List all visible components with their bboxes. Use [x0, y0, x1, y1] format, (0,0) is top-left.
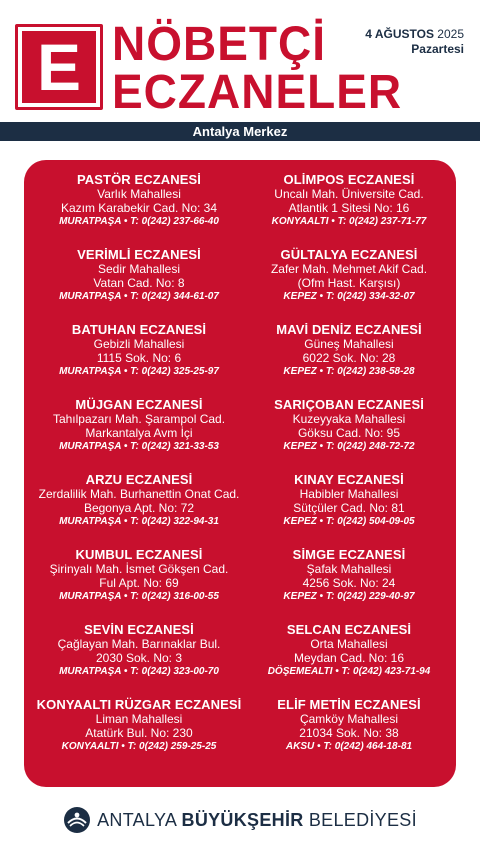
- pharmacy-address-line1: Şirinyalı Mah. İsmet Gökşen Cad.: [49, 562, 229, 576]
- pharmacy-entry: [242, 697, 456, 772]
- pharmacy-address-line1: Güneş Mahallesi: [304, 337, 394, 351]
- pharmacy-entry: [242, 397, 456, 472]
- footer-suffix: BELEDİYESİ: [303, 809, 417, 830]
- pharmacy-name: ELİF METİN ECZANESİ: [277, 697, 421, 712]
- pharmacy-name: PASTÖR ECZANESİ: [76, 172, 202, 187]
- pharmacy-address-line1: Zerdalilik Mah. Burhanettin Onat Cad.: [38, 487, 240, 501]
- pharmacy-name: SARIÇOBAN ECZANESİ: [274, 397, 424, 412]
- pharmacy-entry: [242, 322, 456, 397]
- pharmacy-address-line2: 4256 Sok. No: 24: [302, 576, 396, 590]
- pharmacy-name: MAVİ DENİZ ECZANESİ: [276, 322, 422, 337]
- pharmacy-entry: [32, 172, 246, 247]
- pharmacy-entry: [32, 547, 246, 622]
- pharmacy-contact: KEPEZ • T: 0(242) 248-72-72: [283, 441, 415, 452]
- pharmacy-contact: MURATPAŞA • T: 0(242) 325-25-97: [59, 366, 219, 377]
- pharmacy-entry: [32, 472, 246, 547]
- pharmacy-name: KINAY ECZANESİ: [294, 472, 404, 487]
- pharmacy-contact: KONYAALTI • T: 0(242) 237-71-77: [271, 216, 427, 227]
- pharmacy-name: GÜLTALYA ECZANESİ: [280, 247, 418, 262]
- pharmacy-address-line2: Markantalya Avm İçi: [85, 426, 193, 440]
- pharmacy-address-line1: Çağlayan Mah. Barınaklar Bul.: [57, 637, 221, 651]
- district-label: Antalya Merkez: [192, 124, 288, 139]
- pharmacy-contact: KONYAALTI • T: 0(242) 259-25-25: [61, 741, 217, 752]
- pharmacy-address-line1: Orta Mahallesi: [310, 637, 388, 651]
- footer: [0, 800, 480, 840]
- pharmacy-contact: MURATPAŞA • T: 0(242) 344-61-07: [59, 291, 219, 302]
- pharmacy-address-line2: Meydan Cad. No: 16: [293, 651, 405, 665]
- pharmacy-address-line2: Begonya Apt. No: 72: [83, 501, 195, 515]
- pharmacy-address-line2: Kazım Karabekir Cad. No: 34: [60, 201, 218, 215]
- pharmacy-contact: MURATPAŞA • T: 0(242) 321-33-53: [59, 441, 219, 452]
- pharmacy-entry: [32, 397, 246, 472]
- pharmacy-address-line1: Çamköy Mahallesi: [299, 712, 399, 726]
- municipality-emblem-icon: [63, 806, 91, 834]
- pharmacy-name: BATUHAN ECZANESİ: [71, 322, 207, 337]
- pharmacy-contact: MURATPAŞA • T: 0(242) 316-00-55: [59, 591, 219, 602]
- pharmacy-contact: KEPEZ • T: 0(242) 504-09-05: [283, 516, 415, 527]
- pharmacy-address-line2: Vatan Cad. No: 8: [93, 276, 185, 290]
- pharmacy-column-left: [32, 172, 246, 772]
- pharmacy-contact: MURATPAŞA • T: 0(242) 237-66-40: [59, 216, 219, 227]
- pharmacy-entry: [242, 247, 456, 322]
- pharmacy-contact: KEPEZ • T: 0(242) 334-32-07: [283, 291, 415, 302]
- footer-strong: BÜYÜKŞEHİR: [181, 809, 304, 830]
- pharmacy-contact: KEPEZ • T: 0(242) 229-40-97: [283, 591, 415, 602]
- pharmacy-contact: KEPEZ • T: 0(242) 238-58-28: [283, 366, 415, 377]
- pharmacy-address-line1: Sedir Mahallesi: [97, 262, 181, 276]
- pharmacy-name: OLİMPOS ECZANESİ: [283, 172, 415, 187]
- pharmacy-entry: [32, 697, 246, 772]
- pharmacy-address-line2: Ful Apt. No: 69: [99, 576, 179, 590]
- pharmacy-address-line2: 6022 Sok. No: 28: [302, 351, 396, 365]
- pharmacy-entry: [242, 472, 456, 547]
- pharmacy-e-icon: [15, 24, 103, 110]
- page-title-line2: ECZANELER: [112, 63, 403, 119]
- date-block: [365, 27, 464, 57]
- pharmacy-address-line2: 1115 Sok. No: 6: [96, 351, 182, 365]
- pharmacy-name: SELCAN ECZANESİ: [286, 622, 412, 637]
- pharmacy-entry: [242, 547, 456, 622]
- logo-letter: E: [22, 31, 96, 103]
- pharmacy-entry: [32, 322, 246, 397]
- pharmacy-address-line2: 21034 Sok. No: 38: [299, 726, 399, 740]
- pharmacy-address-line2: Atlantik 1 Sitesi No: 16: [288, 201, 410, 215]
- pharmacy-name: SİMGE ECZANESİ: [292, 547, 406, 562]
- pharmacy-address-line1: Habibler Mahallesi: [299, 487, 399, 501]
- date-year: 2025: [437, 27, 464, 41]
- pharmacy-entry: [32, 247, 246, 322]
- pharmacy-address-line1: Zafer Mah. Mehmet Akif Cad.: [270, 262, 428, 276]
- footer-prefix: ANTALYA: [97, 809, 182, 830]
- pharmacy-address-line2: Sütçüler Cad. No: 81: [293, 501, 405, 515]
- pharmacy-address-line1: Tahılpazarı Mah. Şarampol Cad.: [52, 412, 226, 426]
- pharmacy-address-line2: Göksu Cad. No: 95: [297, 426, 401, 440]
- district-bar: [0, 122, 480, 141]
- pharmacy-address-line2: 2030 Sok. No: 3: [95, 651, 183, 665]
- page-title-line1: NÖBETÇİ: [112, 15, 326, 71]
- pharmacy-address-line1: Kuzeyyaka Mahallesi: [292, 412, 406, 426]
- pharmacy-address-line1: Şafak Mahallesi: [306, 562, 392, 576]
- pharmacy-address-line1: Uncalı Mah. Üniversite Cad.: [274, 187, 424, 201]
- pharmacy-name: VERİMLİ ECZANESİ: [77, 247, 201, 262]
- pharmacy-address-line1: Gebizli Mahallesi: [93, 337, 185, 351]
- pharmacy-name: SEVİN ECZANESİ: [84, 622, 194, 637]
- date-weekday: Pazartesi: [411, 42, 464, 56]
- pharmacy-panel: [24, 160, 456, 787]
- pharmacy-address-line1: Liman Mahallesi: [95, 712, 183, 726]
- pharmacy-column-right: [242, 172, 456, 772]
- pharmacy-address-line1: Varlık Mahallesi: [97, 187, 181, 201]
- pharmacy-entry: [242, 172, 456, 247]
- pharmacy-name: MÜJGAN ECZANESİ: [75, 397, 203, 412]
- pharmacy-entry: [242, 622, 456, 697]
- pharmacy-entry: [32, 622, 246, 697]
- pharmacy-contact: MURATPAŞA • T: 0(242) 323-00-70: [59, 666, 219, 677]
- pharmacy-contact: DÖŞEMEALTI • T: 0(242) 423-71-94: [267, 666, 431, 677]
- pharmacy-name: KONYAALTI RÜZGAR ECZANESİ: [36, 697, 242, 712]
- header: [0, 0, 480, 124]
- date-day: 4 AĞUSTOS: [365, 27, 434, 41]
- pharmacy-contact: MURATPAŞA • T: 0(242) 322-94-31: [59, 516, 219, 527]
- pharmacy-address-line2: Atatürk Bul. No: 230: [85, 726, 193, 740]
- pharmacy-address-line2: (Ofm Hast. Karşısı): [297, 276, 401, 290]
- pharmacy-name: ARZU ECZANESİ: [85, 472, 193, 487]
- pharmacy-contact: AKSU • T: 0(242) 464-18-81: [285, 741, 413, 752]
- footer-brand: [97, 810, 417, 831]
- pharmacy-name: KUMBUL ECZANESİ: [75, 547, 203, 562]
